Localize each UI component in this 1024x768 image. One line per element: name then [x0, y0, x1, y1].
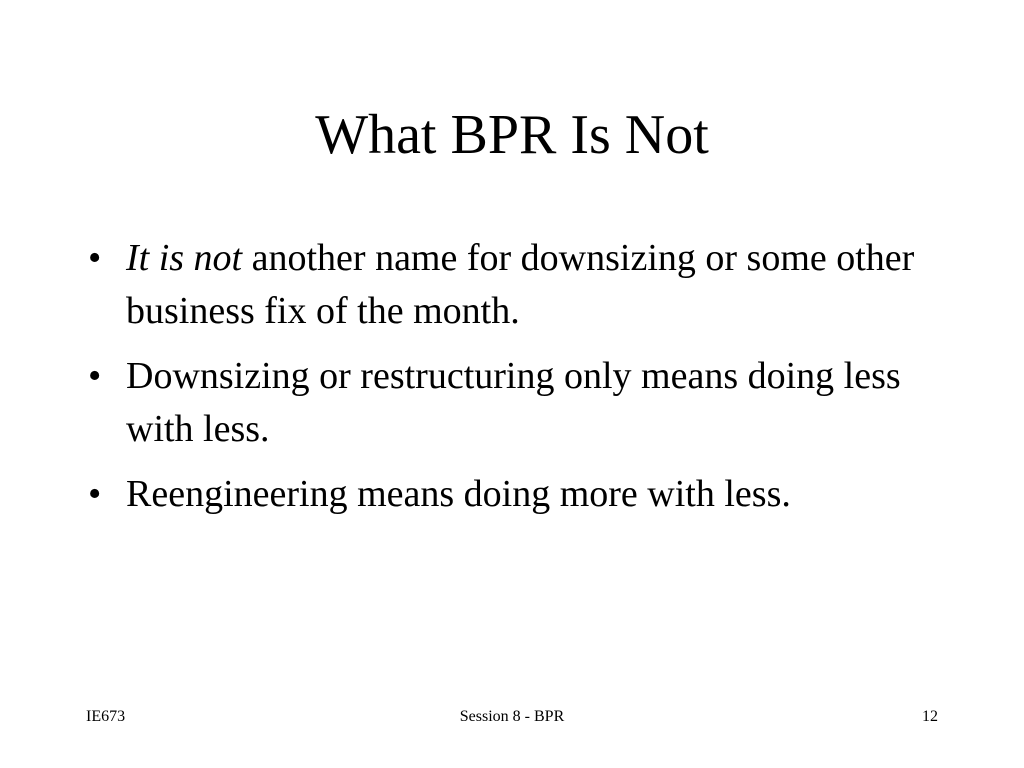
- bullet-marker: •: [88, 237, 102, 279]
- bullet-marker: •: [88, 473, 102, 515]
- bullet-item: [84, 232, 944, 338]
- footer-course-code: IE673: [86, 708, 126, 725]
- bullet-marker: •: [88, 355, 102, 397]
- bullet-list: [84, 232, 944, 533]
- bullet-text: Downsizing or restructuring only means doing less with less.: [126, 355, 901, 450]
- bullet-item: [84, 468, 944, 521]
- footer-page-number: 12: [922, 708, 938, 725]
- footer-session-title: Session 8 - BPR: [459, 708, 565, 725]
- bullet-text: another name for downsizing or some other business fix of the month.: [126, 237, 915, 332]
- bullet-text: Reengineering means doing more with less.: [126, 473, 791, 515]
- bullet-emphasis: It is not: [126, 237, 243, 279]
- bullet-item: [84, 350, 944, 456]
- slide-title: What BPR Is Not: [315, 104, 709, 166]
